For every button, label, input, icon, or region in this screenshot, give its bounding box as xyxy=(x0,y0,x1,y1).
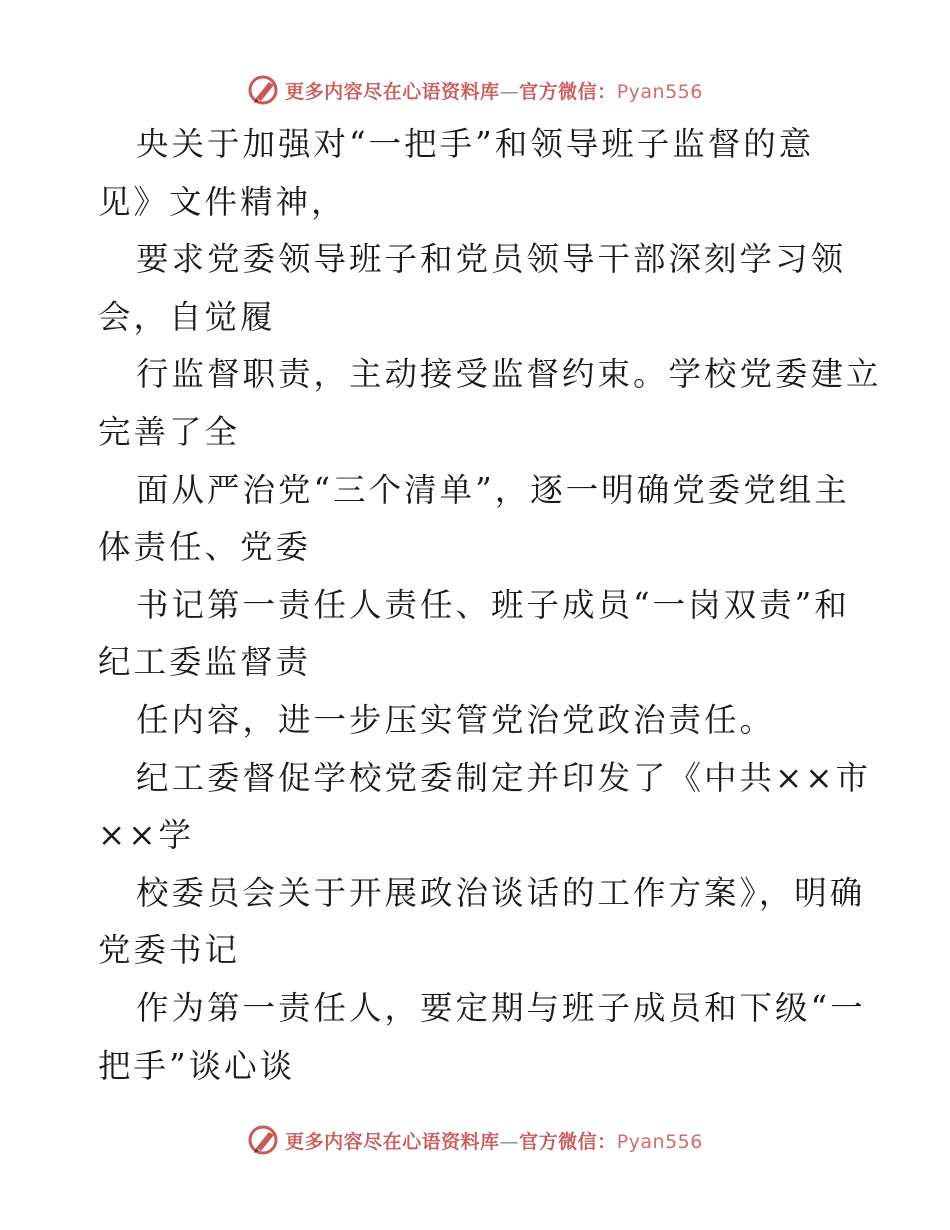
text-line: 面从严治党“三个清单”，逐一明确党委党组主 xyxy=(136,470,850,509)
watermark-id: Pyan556 xyxy=(616,1130,703,1153)
text-line: 会，自觉履 xyxy=(98,297,276,336)
text-line: 纪工委监督责 xyxy=(98,643,312,682)
text-line: 党委书记 xyxy=(98,931,241,970)
watermark-main: 更多内容尽在心语资料库 xyxy=(285,1130,500,1153)
watermark-main: 更多内容尽在心语资料库 xyxy=(285,80,500,103)
text-line: 要求党委领导班子和党员领导干部深刻学习领 xyxy=(136,240,847,279)
text-line: 央关于加强对“一把手”和领导班子监督的意 xyxy=(136,125,815,163)
text-line: 见》文件精神， xyxy=(98,182,347,221)
header-watermark xyxy=(0,70,950,110)
text-line: 体责任、党委 xyxy=(98,528,312,567)
watermark-text xyxy=(285,1127,703,1154)
text-line: 完善了全 xyxy=(98,412,241,451)
footer-watermark xyxy=(0,1120,950,1160)
text-line: ××学 xyxy=(98,816,194,855)
text-line: 书记第一责任人责任、班子成员“一岗双责”和 xyxy=(136,585,850,624)
text-line: 校委员会关于开展政治谈话的工作方案》，明确 xyxy=(136,873,866,912)
watermark-suffix: 官方微信： xyxy=(519,1130,617,1153)
document-body xyxy=(98,116,882,1095)
text-line: 纪工委督促学校党委制定并印发了《中共××市 xyxy=(136,758,871,797)
watermark-text xyxy=(285,77,703,104)
watermark-separator: — xyxy=(499,1130,520,1153)
watermark-separator: — xyxy=(499,80,520,103)
text-line: 行监督职责，主动接受监督约束。学校党委建立 xyxy=(136,355,882,394)
text-line: 作为第一责任人，要定期与班子成员和下级“一 xyxy=(136,988,866,1027)
text-line: 任内容，进一步压实管党治党政治责任。 xyxy=(136,700,776,739)
pen-in-circle-logo xyxy=(247,1123,281,1157)
watermark-id: Pyan556 xyxy=(616,80,703,103)
watermark-suffix: 官方微信： xyxy=(519,80,617,103)
text-line: 把手”谈心谈 xyxy=(98,1046,296,1085)
pen-in-circle-logo xyxy=(247,73,281,107)
